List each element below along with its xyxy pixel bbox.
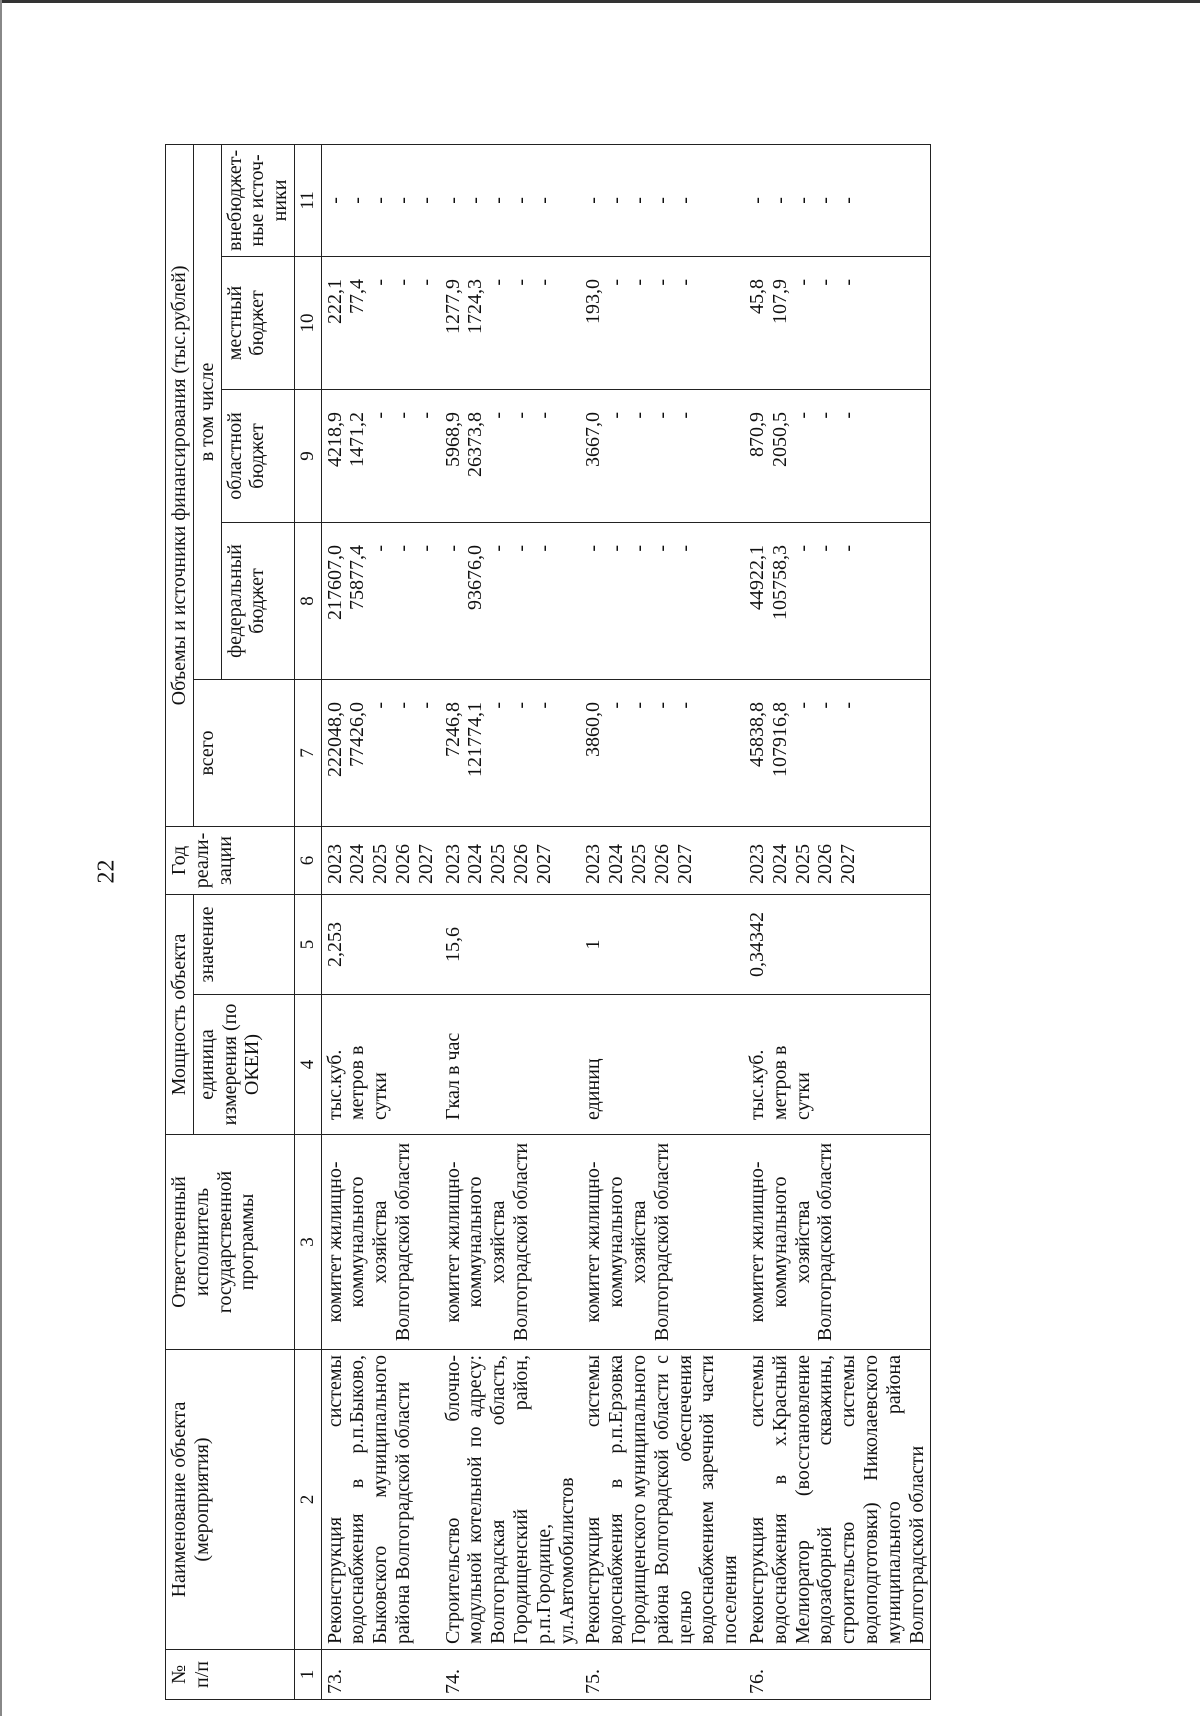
extrabudget-sources-value: - (487, 197, 510, 204)
table-row (580, 144, 744, 1699)
regional-budget-value: - (369, 412, 392, 419)
total-funding (744, 680, 931, 827)
implementation-years-value: 2024 (346, 844, 369, 884)
extrabudget-sources (440, 144, 581, 256)
unit-of-measure: единиц (580, 995, 744, 1135)
total-funding-value: - (414, 702, 437, 709)
regional-budget-value: - (650, 412, 673, 419)
column-number: 4 (294, 995, 321, 1135)
top-border-line (0, 0, 1200, 3)
implementation-years-value: 2027 (532, 844, 555, 884)
implementation-years-value: 2027 (414, 844, 437, 884)
regional-budget-value: 5968,9 (441, 412, 464, 467)
regional-budget-value: 1471,2 (346, 412, 369, 467)
extrabudget-sources-value: - (628, 197, 650, 204)
total-funding-value: - (510, 702, 533, 709)
total-funding-value: - (650, 702, 673, 709)
capacity-value: 1 (580, 895, 744, 995)
column-number: 2 (294, 1350, 321, 1650)
unit-of-measure: тыс.куб. метров в сутки (321, 995, 439, 1135)
extrabudget-sources-value: - (745, 197, 768, 204)
row-number: 76. (744, 1650, 931, 1700)
extrabudget-sources-value: - (414, 197, 437, 204)
implementation-years-value: 2026 (510, 844, 533, 884)
federal-budget (321, 523, 439, 680)
column-number: 7 (294, 680, 321, 827)
federal-budget-value: - (791, 545, 814, 552)
extrabudget-sources-value: - (532, 197, 555, 204)
total-funding-value: - (532, 702, 555, 709)
regional-budget (580, 390, 744, 523)
extrabudget-sources-value: - (323, 197, 346, 204)
extrabudget-sources (744, 144, 931, 256)
header-col-regional: областной бюджет (221, 390, 294, 523)
implementation-years-value: 2023 (323, 844, 346, 884)
federal-budget-value: - (814, 545, 837, 552)
implementation-years-value: 2025 (369, 844, 392, 884)
header-power-group: Мощность объекта (166, 895, 194, 1135)
total-funding-value: 121774,1 (464, 702, 487, 777)
local-budget-value: 222,1 (323, 279, 346, 324)
implementation-years-value: 2026 (650, 844, 673, 884)
extrabudget-sources (321, 144, 439, 256)
implementation-years (321, 827, 439, 895)
regional-budget-value: - (791, 412, 814, 419)
table-row (321, 144, 439, 1699)
local-budget-value: 77,4 (346, 279, 369, 314)
unit-of-measure: тыс.куб. метров в сутки (744, 995, 931, 1135)
local-budget (744, 257, 931, 390)
total-funding-value: - (673, 702, 696, 709)
local-budget-value: - (369, 279, 392, 286)
header-col-federal: федеральный бюджет (221, 523, 294, 680)
local-budget-value: 45,8 (745, 279, 768, 314)
implementation-years (744, 827, 931, 895)
federal-budget (580, 523, 744, 680)
column-number: 8 (294, 523, 321, 680)
federal-budget (744, 523, 931, 680)
regional-budget-value: - (628, 412, 650, 419)
extrabudget-sources-value: - (768, 197, 791, 204)
total-funding-value: 77426,0 (346, 702, 369, 767)
extrabudget-sources-value: - (369, 197, 392, 204)
header-col-number: № п/п (166, 1650, 295, 1700)
implementation-years (580, 827, 744, 895)
header-col-value: значение (193, 895, 294, 995)
extrabudget-sources-value: - (837, 197, 860, 204)
implementation-years-value: 2023 (441, 844, 464, 884)
federal-budget-value: - (837, 545, 860, 552)
table-row (744, 144, 931, 1699)
implementation-years (440, 827, 581, 895)
local-budget-value: - (650, 279, 673, 286)
extrabudget-sources-value: - (650, 197, 673, 204)
federal-budget-value: - (582, 545, 605, 552)
capacity-value: 15,6 (440, 895, 581, 995)
left-border-line (0, 0, 2, 1716)
extrabudget-sources-value: - (673, 197, 696, 204)
column-number: 9 (294, 390, 321, 523)
column-number: 10 (294, 257, 321, 390)
responsible-executor: комитет жилищно-коммунального хозяйства Волгоградской области (321, 1135, 439, 1350)
federal-budget-value: - (369, 545, 392, 552)
federal-budget-value: - (628, 545, 650, 552)
regional-budget (744, 390, 931, 523)
regional-budget-value: 4218,9 (323, 412, 346, 467)
total-funding (321, 680, 439, 827)
extrabudget-sources-value: - (464, 197, 487, 204)
implementation-years-value: 2023 (745, 844, 768, 884)
header-col-extrabudget: внебюджет-ные источ-ники (221, 144, 294, 256)
implementation-years-value: 2024 (768, 844, 791, 884)
header-col-name: Наименование объекта (мероприятия) (166, 1350, 295, 1650)
local-budget-value: - (628, 279, 650, 286)
header-col-unit: единица измерения (по ОКЕИ) (193, 995, 294, 1135)
federal-budget-value: 93676,0 (464, 545, 487, 610)
total-funding-value: - (837, 702, 860, 709)
total-funding-value: - (392, 702, 415, 709)
table-body (321, 144, 931, 1699)
total-funding-value: - (628, 702, 650, 709)
federal-budget-value: - (650, 545, 673, 552)
object-name: Строительство блочно-модульной котельной по адресу: Волгоградская область, Городищенский район, р.п.Городище, ул.Автомобилистов (440, 1350, 581, 1650)
local-budget-value: - (837, 279, 860, 286)
row-number: 75. (580, 1650, 744, 1700)
extrabudget-sources-value: - (392, 197, 415, 204)
implementation-years-value: 2026 (392, 844, 415, 884)
capacity-value: 0,34342 (744, 895, 931, 995)
extrabudget-sources-value: - (582, 197, 605, 204)
local-budget (440, 257, 581, 390)
extrabudget-sources-value: - (605, 197, 628, 204)
extrabudget-sources (580, 144, 744, 256)
object-name: Реконструкция системы водоснабжения в р.п.Ерзовка Городищенского муниципального района Волгоградской области с целью обеспечения водоснабжением заречной части поселения (580, 1350, 744, 1650)
total-funding-value: - (605, 702, 628, 709)
row-number: 73. (321, 1650, 439, 1700)
header-col-year: Год реали-зации (166, 827, 295, 895)
regional-budget-value: 2050,5 (768, 412, 791, 467)
federal-budget-value: - (605, 545, 628, 552)
federal-budget-value: 44922,1 (745, 545, 768, 610)
local-budget-value: - (532, 279, 555, 286)
regional-budget-value: - (510, 412, 533, 419)
implementation-years-value: 2024 (464, 844, 487, 884)
extrabudget-sources-value: - (441, 197, 464, 204)
column-number: 6 (294, 827, 321, 895)
local-budget-value: 107,9 (768, 279, 791, 324)
header-col-total: всего (193, 680, 294, 827)
federal-budget-value: - (510, 545, 533, 552)
implementation-years-value: 2027 (673, 844, 696, 884)
regional-budget-value: 3667,0 (582, 412, 605, 467)
total-funding-value: - (369, 702, 392, 709)
regional-budget-value: - (392, 412, 415, 419)
regional-budget-value: - (814, 412, 837, 419)
local-budget-value: - (392, 279, 415, 286)
federal-budget-value: - (487, 545, 510, 552)
implementation-years-value: 2025 (487, 844, 510, 884)
rotated-page-content (165, 60, 1185, 1700)
federal-budget-value: 217607,0 (323, 545, 346, 620)
regional-budget-value: 26373,8 (464, 412, 487, 477)
total-funding-value: 7246,8 (441, 702, 464, 757)
column-number: 1 (294, 1650, 321, 1700)
local-budget (321, 257, 439, 390)
local-budget-value: 1724,3 (464, 279, 487, 334)
column-number: 3 (294, 1135, 321, 1350)
responsible-executor: комитет жилищно-коммунального хозяйства Волгоградской области (440, 1135, 581, 1350)
header-row-1 (166, 144, 194, 1699)
table-row (440, 144, 581, 1699)
regional-budget-value: - (532, 412, 555, 419)
unit-of-measure: Гкал в час (440, 995, 581, 1135)
extrabudget-sources-value: - (346, 197, 369, 204)
regional-budget-value: - (837, 412, 860, 419)
local-budget (580, 257, 744, 390)
local-budget-value: - (814, 279, 837, 286)
total-funding-value: - (791, 702, 814, 709)
implementation-years-value: 2027 (837, 844, 860, 884)
local-budget-value: - (414, 279, 437, 286)
local-budget-value: - (487, 279, 510, 286)
regional-budget-value: - (414, 412, 437, 419)
federal-budget-value: - (392, 545, 415, 552)
implementation-years-value: 2025 (628, 844, 650, 884)
header-col-local: местный бюджет (221, 257, 294, 390)
federal-budget-value: - (441, 545, 464, 552)
object-name: Реконструкция системы водоснабжения в р.п.Быково, Быковского муниципального района Волгоградской области (321, 1350, 439, 1650)
object-name: Реконструкция системы водоснабжения в х.Красный Мелиоратор (восстановление водозаборной скважины, строительство системы водоподготовки) Николаевского муниципального района Волгоградской области (744, 1350, 931, 1650)
extrabudget-sources-value: - (814, 197, 837, 204)
total-funding (440, 680, 581, 827)
extrabudget-sources-value: - (791, 197, 814, 204)
federal-budget-value: - (532, 545, 555, 552)
capacity-value: 2,253 (321, 895, 439, 995)
federal-budget (440, 523, 581, 680)
regional-budget (321, 390, 439, 523)
header-col-executor: Ответственный исполнитель государственной программы (166, 1135, 295, 1350)
total-funding-value: 45838,8 (745, 702, 768, 767)
responsible-executor: комитет жилищно-коммунального хозяйства Волгоградской области (744, 1135, 931, 1350)
federal-budget-value: - (414, 545, 437, 552)
header-financing-group: Объемы и источники финансирования (тыс.рублей) (166, 144, 194, 826)
column-number: 11 (294, 144, 321, 256)
investment-objects-table (165, 144, 931, 1700)
implementation-years-value: 2025 (791, 844, 814, 884)
total-funding-value: 3860,0 (582, 702, 605, 757)
implementation-years-value: 2023 (582, 844, 605, 884)
regional-budget-value: - (605, 412, 628, 419)
responsible-executor: комитет жилищно-коммунального хозяйства Волгоградской области (580, 1135, 744, 1350)
local-budget-value: - (791, 279, 814, 286)
total-funding-value: - (814, 702, 837, 709)
total-funding-value: 107916,8 (768, 702, 791, 777)
regional-budget-value: 870,9 (745, 412, 768, 457)
header-including: в том числе (193, 144, 221, 679)
federal-budget-value: 105758,3 (768, 545, 791, 620)
column-number: 5 (294, 895, 321, 995)
total-funding-value: - (487, 702, 510, 709)
page-number: 22 (93, 859, 120, 884)
total-funding-value: 222048,0 (323, 702, 346, 777)
local-budget-value: 1277,9 (441, 279, 464, 334)
local-budget-value: 193,0 (582, 279, 605, 324)
local-budget-value: - (510, 279, 533, 286)
regional-budget-value: - (487, 412, 510, 419)
federal-budget-value: - (673, 545, 696, 552)
local-budget-value: - (605, 279, 628, 286)
regional-budget-value: - (673, 412, 696, 419)
implementation-years-value: 2026 (814, 844, 837, 884)
extrabudget-sources-value: - (510, 197, 533, 204)
federal-budget-value: 75877,4 (346, 545, 369, 610)
local-budget-value: - (673, 279, 696, 286)
regional-budget (440, 390, 581, 523)
implementation-years-value: 2024 (605, 844, 628, 884)
total-funding (580, 680, 744, 827)
column-numbers-row (294, 144, 321, 1699)
row-number: 74. (440, 1650, 581, 1700)
